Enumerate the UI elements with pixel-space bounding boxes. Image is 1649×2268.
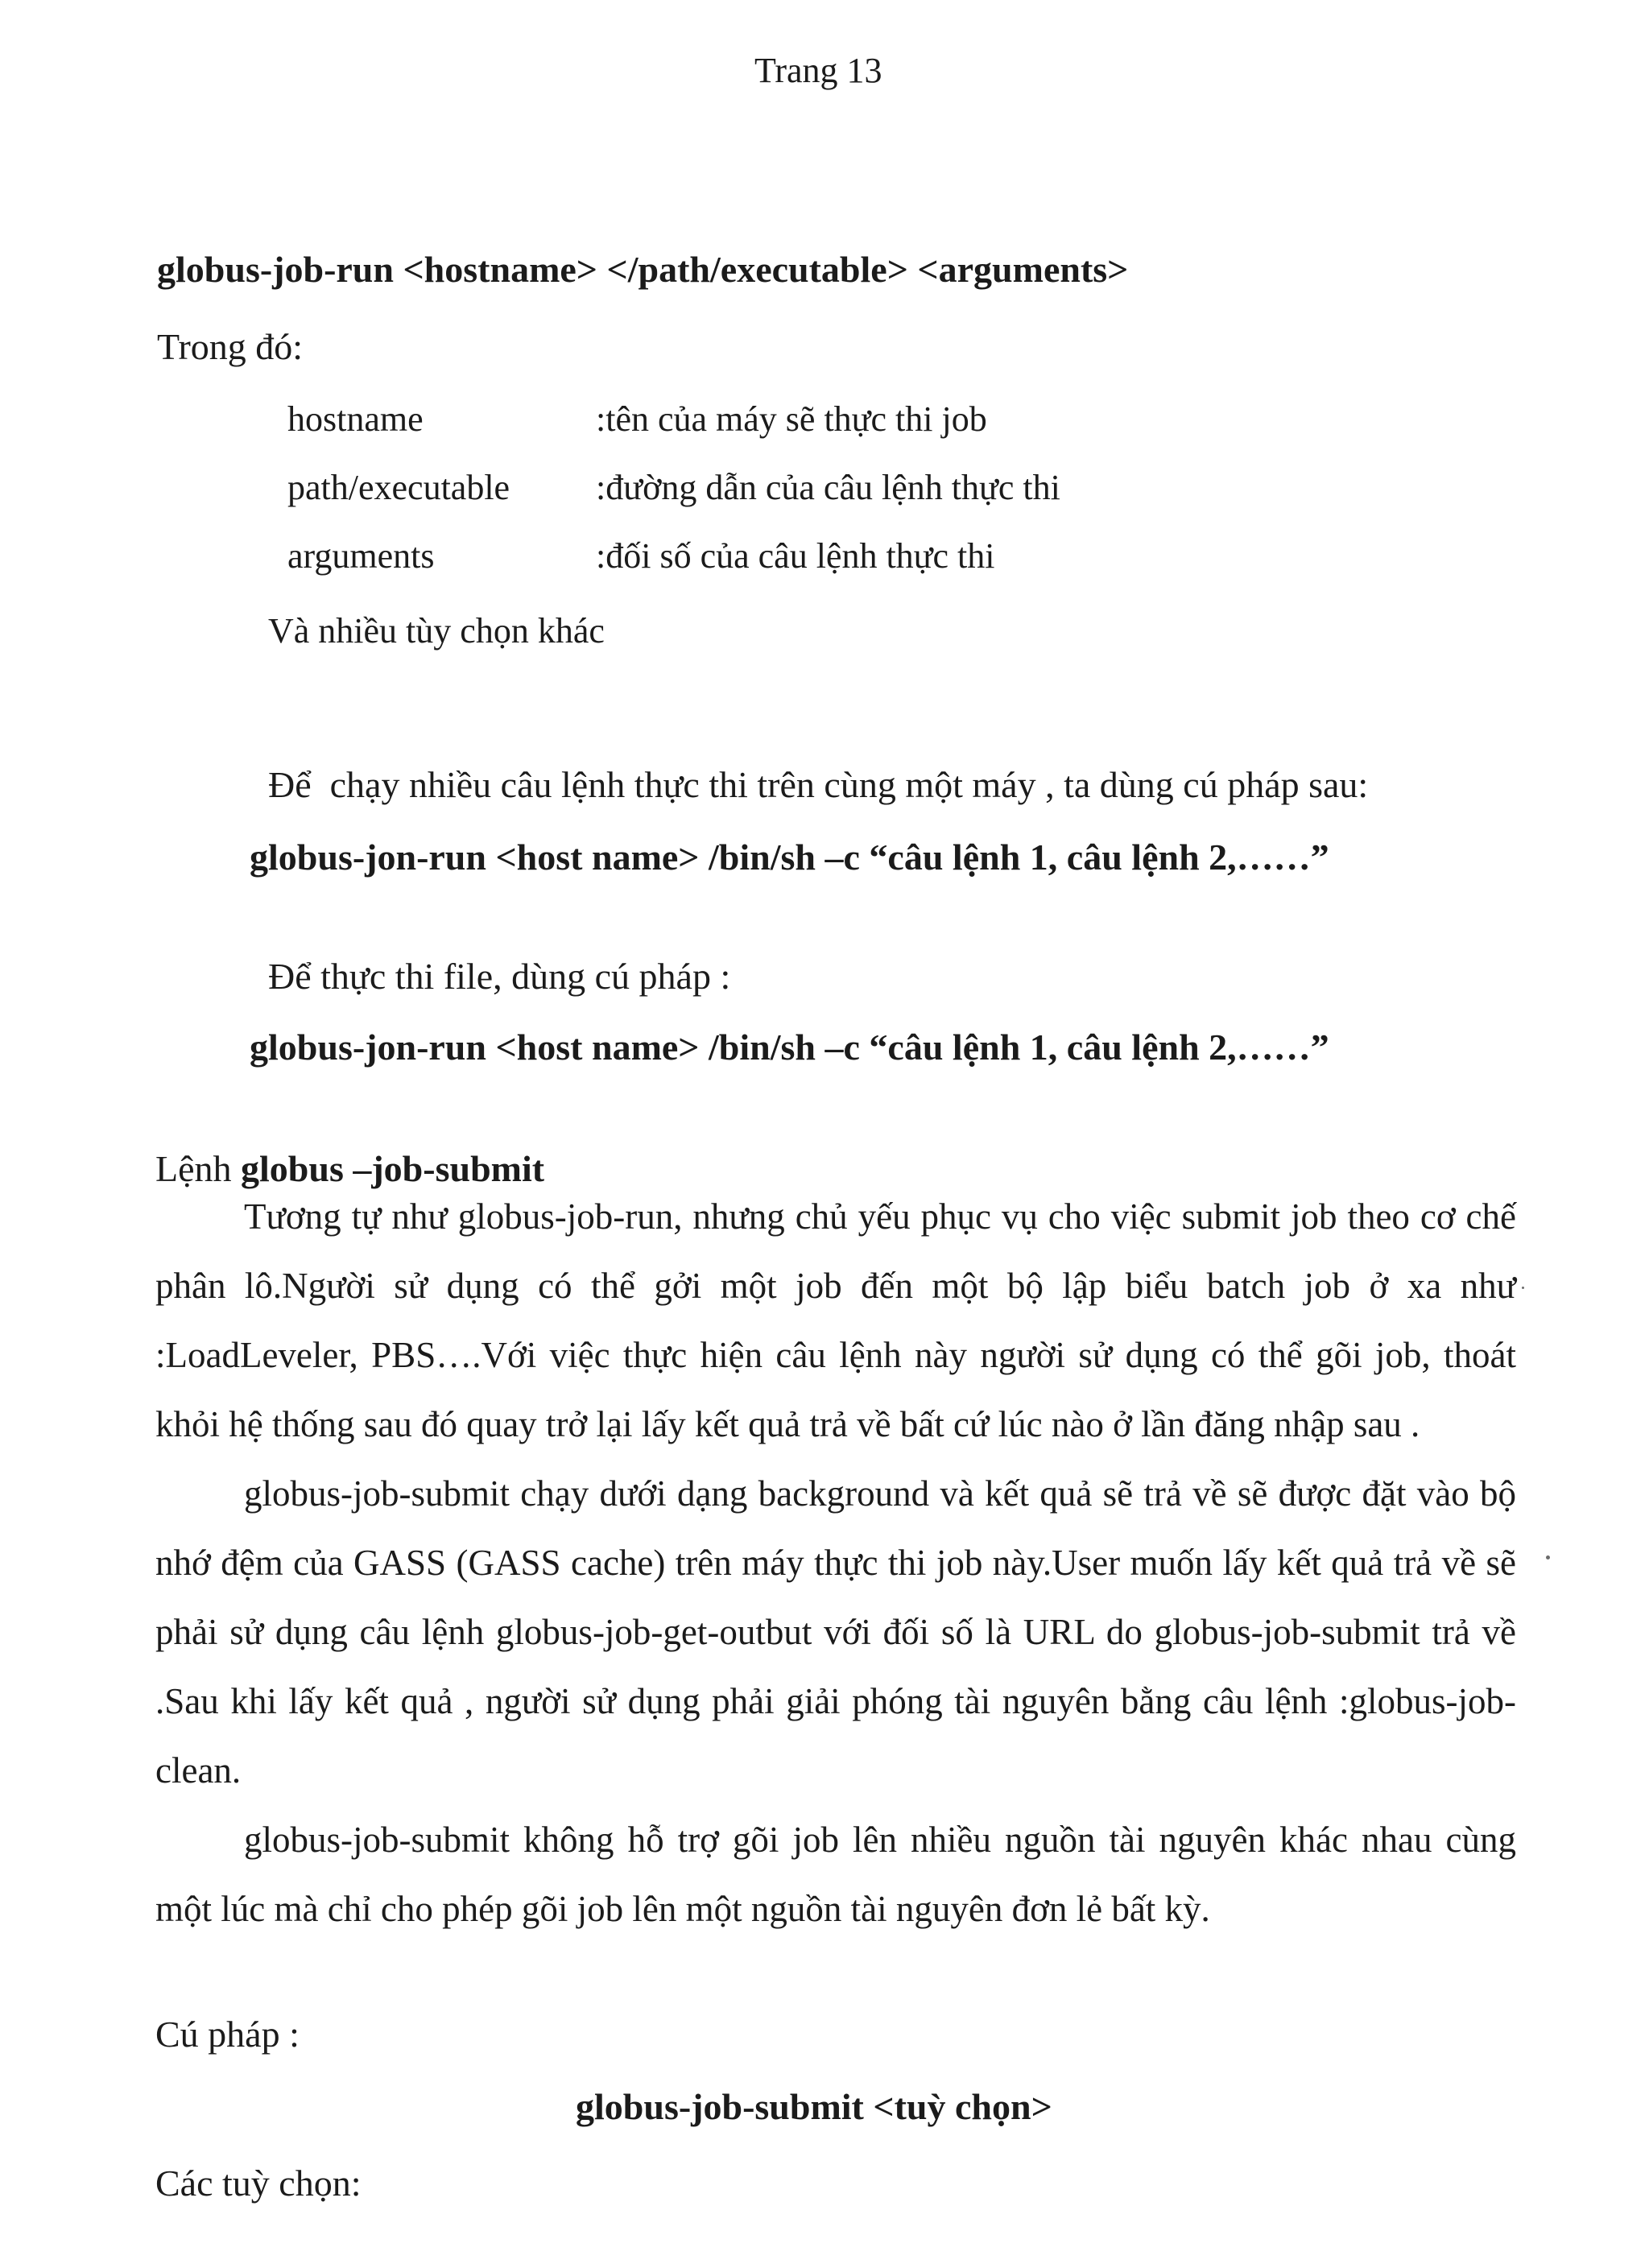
submit-description	[155, 1182, 1516, 1944]
run-command-syntax: globus-job-run <hostname> </path/executable> <arguments>	[157, 249, 1129, 290]
option-desc: :tên của máy sẽ thực thi job	[596, 399, 987, 439]
scan-speck	[1546, 1555, 1550, 1560]
multi-command-syntax: globus-jon-run <host name> /bin/sh –c “câu lệnh 1, câu lệnh 2,……”	[250, 837, 1329, 878]
submit-heading-prefix: Lệnh	[155, 1148, 242, 1189]
option-desc: :đường dẫn của câu lệnh thực thi	[596, 468, 1060, 507]
syntax-label: Cú pháp :	[155, 2014, 300, 2055]
option-name: path/executable	[287, 468, 510, 507]
options-label: Các tuỳ chọn:	[155, 2163, 362, 2204]
submit-syntax: globus-job-submit <tuỳ chọn>	[576, 2086, 1052, 2127]
submit-paragraph-2: globus-job-submit chạy dưới dạng background và kết quả sẽ trả về sẽ được đặt vào bộ nhớ đệm của GASS (GASS cache) trên máy thực thi job này.User muốn lấy kết quả trả về sẽ phải sử dụng câu lệnh globus-job-get-outbut với đối số là URL do globus-job-submit trả về .Sau khi lấy kết quả , người sử dụng phải giải phóng tài nguyên bằng câu lệnh :globus-job-clean.	[155, 1473, 1516, 1791]
submit-heading-command: globus –job-submit	[241, 1148, 545, 1189]
multi-command-intro: Để chạy nhiều câu lệnh thực thi trên cùng một máy , ta dùng cú pháp sau:	[268, 764, 1369, 805]
where-label: Trong đó:	[157, 326, 304, 367]
more-options-text: Và nhiều tùy chọn khác	[268, 611, 605, 651]
option-name: arguments	[287, 536, 435, 576]
page-number: Trang 13	[754, 51, 882, 90]
scan-speck	[1522, 1287, 1524, 1289]
file-exec-syntax: globus-jon-run <host name> /bin/sh –c “câu lệnh 1, câu lệnh 2,……”	[250, 1027, 1329, 1068]
option-name: hostname	[287, 399, 424, 439]
file-exec-intro: Để thực thi file, dùng cú pháp :	[268, 956, 731, 997]
submit-paragraph-1: Tương tự như globus-job-run, nhưng chủ yếu phục vụ cho việc submit job theo cơ chế phân lô.Người sử dụng có thể gởi một job đến một bộ lập biểu batch job ở xa như :LoadLeveler, PBS….Với việc thực hiện câu lệnh này người sử dụng có thể gõi job, thoát khỏi hệ thống sau đó quay trở lại lấy kết quả trả về bất cứ lúc nào ở lần đăng nhập sau .	[155, 1196, 1516, 1444]
option-desc: :đối số của câu lệnh thực thi	[596, 536, 995, 576]
submit-paragraph-3: globus-job-submit không hỗ trợ gõi job lên nhiều nguồn tài nguyên khác nhau cùng một lúc mà chỉ cho phép gõi job lên một nguồn tài nguyên đơn lẻ bất kỳ.	[155, 1820, 1516, 1929]
